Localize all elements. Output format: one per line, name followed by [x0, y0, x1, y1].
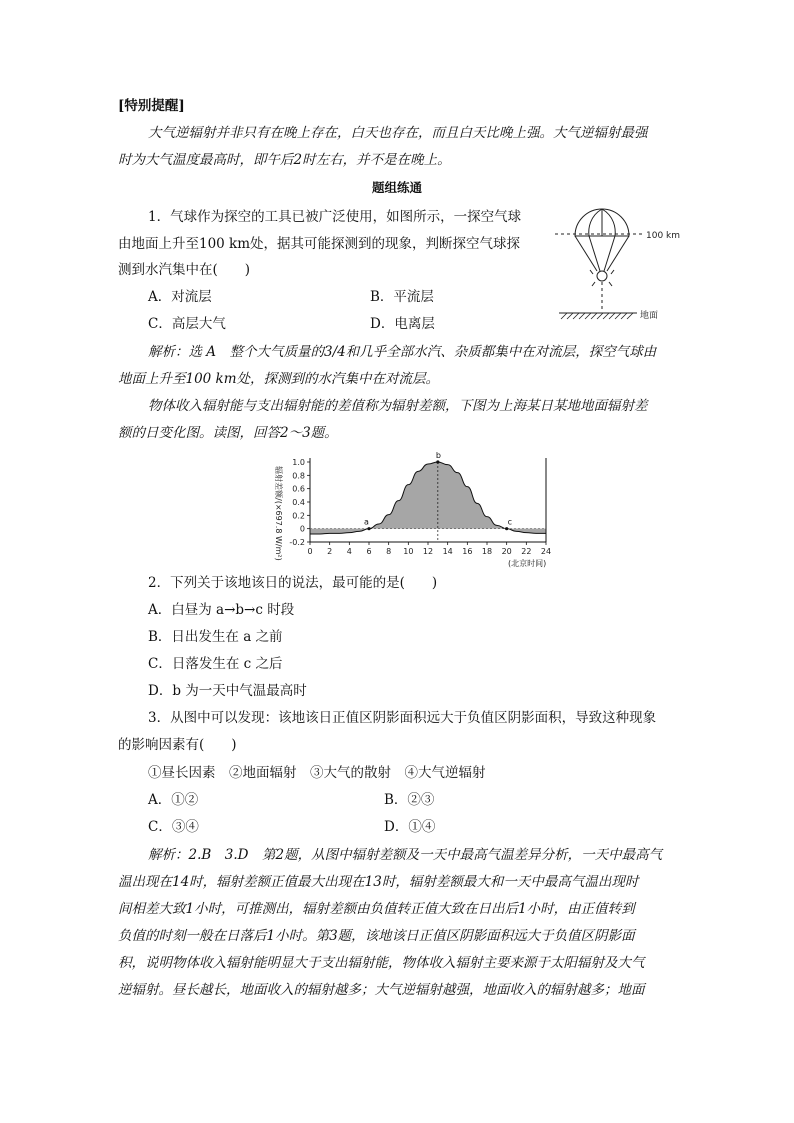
reminder-line: 大气逆辐射并非只有在晚上存在，白天也存在，而且白天比晚上强。大气逆辐射最强 — [148, 125, 648, 141]
x-tick-label: 18 — [481, 547, 493, 556]
q3-option-c: C．③④ — [148, 819, 199, 835]
answer-1-line: 解析：选 A 整个大气质量的3/4和几乎全部水汽、杂质都集中在对流层，探空气球由 — [148, 344, 657, 360]
point-a — [367, 527, 370, 530]
x-tick-label: 8 — [386, 547, 392, 556]
y-tick-label: 0.6 — [292, 484, 305, 494]
q1-stem-line: 1．气球作为探空的工具已被广泛使用，如图所示，一探空气球 — [148, 209, 522, 225]
x-tick-label: 2 — [327, 547, 333, 556]
point-label-b: b — [435, 452, 441, 460]
answer-23-line: 温出现在14时，辐射差额正值最大出现在13时，辐射差额最大和一天中最高气温出现时 — [118, 874, 639, 890]
answer-23-line: 间相差大致1小时，可推测出，辐射差额由负值转正值大致在日出后1小时，由正值转到 — [118, 901, 635, 917]
x-tick-label: 14 — [442, 547, 453, 556]
q1-option-d: D．电离层 — [370, 316, 435, 332]
chart-xlabel: (北京时间) — [508, 559, 547, 568]
answer-23-line: 积，说明物体收入辐射能明显大于支出辐射能，物体收入辐射主要来源于太阳辐射及大气 — [118, 955, 645, 971]
answer-1-line: 地面上升至100 km处，探测到的水汽集中在对流层。 — [118, 371, 440, 387]
q1-option-b: B．平流层 — [370, 289, 434, 305]
x-tick-label: 20 — [501, 547, 512, 556]
x-tick-label: 22 — [521, 547, 532, 556]
q3-stem-line: 3．从图中可以发现：该地该日正值区阴影面积远大于负值区阴影面积，导致这种现象 — [148, 710, 657, 726]
q3-factors: ①昼长因素 ②地面辐射 ③大气的散射 ④大气逆辐射 — [148, 765, 486, 781]
point-label-a: a — [364, 517, 369, 527]
intro-line: 额的日变化图。读图，回答2～3题。 — [118, 425, 338, 441]
x-tick-label: 6 — [366, 547, 372, 556]
point-c — [505, 527, 508, 530]
q3-stem-line: 的影响因素有( ) — [118, 737, 237, 753]
balloon-figure — [555, 198, 690, 326]
q1-option-a: A．对流层 — [148, 289, 212, 305]
answer-23-line: 负值的时刻一般在日落后1小时。第3题，该地该日正值区阴影面积远大于负值区阴影面 — [118, 928, 635, 944]
y-tick-label: 0.4 — [292, 498, 305, 507]
section-title: 题组练通 — [371, 180, 422, 195]
q3-option-a: A．①② — [148, 792, 199, 808]
answer-23-line: 逆辐射。昼长越长，地面收入的辐射越多；大气逆辐射越强，地面收入的辐射越多；地面 — [118, 982, 645, 998]
intro-line: 物体收入辐射能与支出辐射能的差值称为辐射差额，下图为上海某日某地地面辐射差 — [148, 398, 648, 414]
reminder-line: 时为大气温度最高时，即午后2时左右，并不是在晚上。 — [118, 152, 451, 168]
altitude-label: 100 km — [646, 231, 681, 241]
radiation-chart — [262, 452, 562, 572]
y-tick-label: 0 — [299, 524, 305, 534]
y-tick-label: 0.2 — [292, 511, 305, 521]
x-tick-label: 24 — [540, 547, 552, 556]
chart-ylabel: 辐射差额/(×697.8 W/m²) — [274, 466, 283, 561]
x-tick-label: 16 — [462, 547, 473, 556]
y-tick-label: 1.0 — [292, 458, 305, 467]
x-tick-label: 4 — [346, 547, 352, 556]
x-tick-label: 0 — [307, 547, 313, 556]
y-tick-label: -0.2 — [289, 538, 305, 547]
q2-option-b: B．日出发生在 a 之前 — [148, 629, 283, 645]
x-tick-label: 10 — [403, 547, 414, 556]
point-label-c: c — [507, 517, 513, 527]
q2-stem: 2．下列关于该地该日的说法，最可能的是( ) — [148, 575, 438, 591]
answer-23-line: 解析：2.B 3.D 第2题，从图中辐射差额及一天中最高气温差异分析，一天中最高气 — [148, 847, 663, 863]
q1-stem-line: 测到水汽集中在( ) — [118, 262, 251, 278]
q3-option-b: B．②③ — [384, 792, 435, 808]
balloon-probe — [597, 271, 607, 281]
q2-option-c: C．日落发生在 c 之后 — [148, 656, 283, 672]
q2-option-d: D．b 为一天中气温最高时 — [148, 683, 307, 699]
point-b — [436, 460, 439, 463]
q1-stem-line: 由地面上升至100 km处，据其可能探测到的现象，判断探空气球探 — [118, 236, 521, 252]
x-tick-label: 12 — [422, 547, 434, 556]
y-tick-label: 0.8 — [292, 471, 305, 481]
q1-option-c: C．高层大气 — [148, 316, 226, 332]
q2-option-a: A．白昼为 a→b→c 时段 — [148, 602, 295, 618]
ground-label: 地面 — [640, 311, 659, 321]
reminder-title: [特别提醒] — [118, 98, 185, 114]
q3-option-d: D．①④ — [384, 819, 436, 835]
